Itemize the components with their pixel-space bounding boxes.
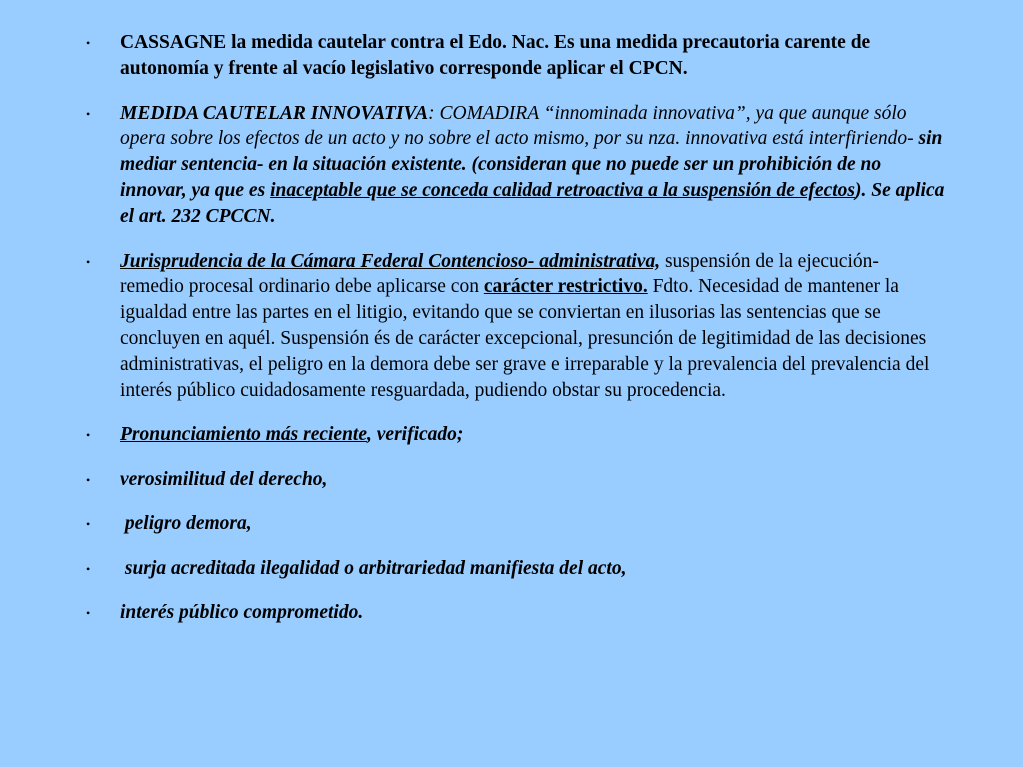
bullet-item-peligro-demora (86, 511, 946, 537)
bullet-dot-icon: • (86, 254, 91, 269)
bullet-dot-icon: • (86, 561, 91, 576)
medida-innovativa-heading: MEDIDA CAUTELAR INNOVATIVA (120, 102, 429, 124)
inaceptable-text: inaceptable que se conceda calidad retroactiva a la suspensión de efectos (270, 179, 855, 201)
ilegalidad-text: surja acreditada ilegalidad o arbitrariedad manifiesta del acto, (120, 557, 627, 579)
bullet-item-ilegalidad (86, 556, 946, 582)
bullet-dot-icon: • (86, 472, 91, 487)
bullet-item-interes-publico (86, 600, 946, 626)
bullet-dot-icon: • (86, 36, 91, 50)
caracter-restrictivo-text: carácter restrictivo. (483, 276, 648, 298)
art-232-text: ). Se aplica el art. 232 CPCCN. (120, 179, 945, 227)
suspension-text: suspensión de la ejecución- remedio procesal ordinario debe aplicarse con (120, 250, 879, 298)
bullet-dot-icon: • (86, 106, 91, 121)
bullet-item-jurisprudencia (86, 249, 946, 404)
cassagne-text: CASSAGNE la medida cautelar contra el Edo. Nac. Es una medida precautoria carente de autonomía y frente al vacío legislativo corresponde aplicar el CPCN. (120, 32, 871, 79)
bullet-item-medida-innovativa (86, 101, 946, 230)
verificado-text: , verificado; (367, 424, 464, 446)
pronunciamiento-heading: Pronunciamiento más reciente (120, 424, 368, 446)
bullet-dot-icon: • (86, 428, 91, 443)
bullet-dot-icon: • (86, 605, 91, 620)
comadira-text: : COMADIRA “innominada innovativa”, ya que aunque sólo opera sobre los efectos de un acto y no sobre el acto mismo, por su nza. innovativa está interfiriendo- (120, 102, 919, 150)
verosimilitud-text: verosimilitud del derecho, (120, 468, 328, 490)
jurisprudencia-heading: Jurisprudencia de la Cámara Federal Contencioso- administrativa, (120, 250, 661, 272)
sin-mediar-text: sin mediar sentencia- en la situación existente. (consideran que no puede ser un prohibición de no innovar, ya que es (120, 128, 943, 201)
interes-publico-text: interés público comprometido. (120, 601, 364, 623)
bullet-dot-icon: • (86, 517, 91, 532)
bullet-list (86, 30, 946, 626)
bullet-item-pronunciamiento (86, 422, 946, 448)
peligro-demora-text: peligro demora, (120, 513, 252, 535)
bullet-item-verosimilitud (86, 467, 946, 493)
bullet-item-cassagne (86, 30, 946, 82)
fundamento-text: Fdto. Necesidad de mantener la igualdad entre las partes en el litigio, evitando que se conviertan en ilusorias las sentencias que se concluyen en aquél. Suspensión és de carácter excepcional, presunción de legitimidad de las decisiones administrativas, el peligro en la demora debe ser grave e irreparable y la prevalencia del prevalencia del interés público cuidadosamente resguardada, pudiendo obstar su procedencia. (120, 276, 930, 401)
